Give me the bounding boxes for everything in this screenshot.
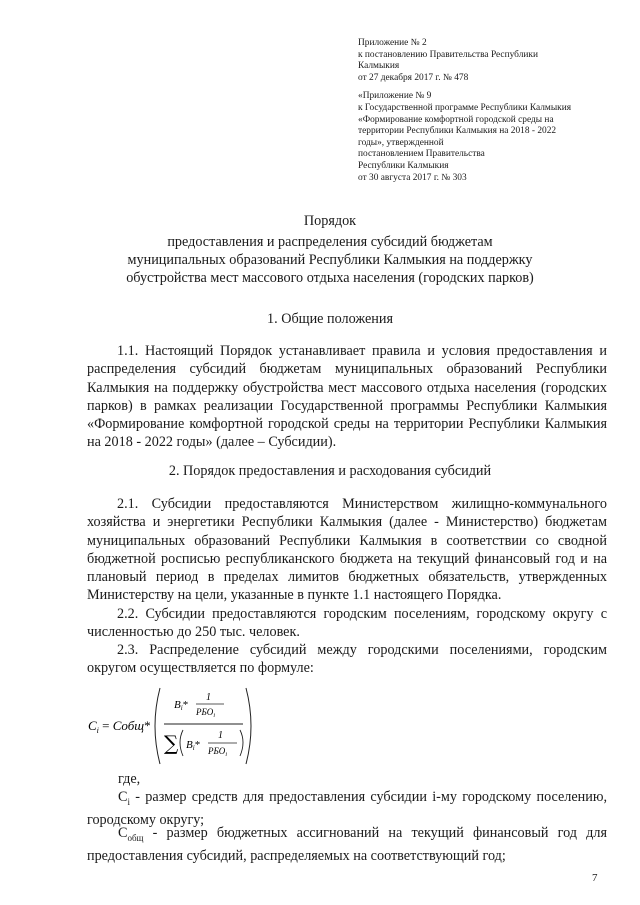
definition-ci: $C_i$ - размер средств для предоставления субсидии i-му городскому поселению, городскому округу;	[87, 789, 607, 829]
header-line: к постановлению Правительства Республики	[358, 49, 538, 60]
header-program-block	[358, 91, 608, 184]
sum-sign: ∑	[164, 731, 179, 755]
numerator-b: Bi*	[174, 699, 189, 712]
left-paren	[155, 688, 160, 764]
header-line: Приложение № 2	[358, 38, 427, 48]
header-line: постановлением Правительства	[358, 149, 485, 160]
paragraph-1-1: 1.1. Настоящий Порядок устанавливает правила и условия предоставления и распределения субсидий бюджетам муниципальных образований Республики Калмыкия на поддержку обустройства мест массового отдыха населения (городских парков) в рамках реализации Государственной программы Республики Калмыкия «Формирование комфортной городской среды на территории Республики Калмыкия на 2018 - 2022 годы» (далее – Субсидии).	[87, 343, 607, 451]
document-title	[60, 212, 600, 287]
title-line: предоставления и распределения субсидий бюджетам	[167, 234, 493, 250]
title-line: Порядок	[303, 213, 357, 229]
denominator-rbo: $РБО_i$	[208, 746, 227, 758]
page-number: 7	[592, 872, 598, 884]
header-line: годы», утвержденной	[358, 137, 444, 148]
section-2-heading: 2. Порядок предоставления и расходования субсидий	[168, 463, 492, 479]
header-line: от 27 декабря 2017 г. № 478	[358, 72, 469, 83]
header-line: «Формирование комфортной городской среды на	[358, 114, 554, 125]
numerator-one: 1	[206, 692, 211, 703]
header-line: к Государственной программе Республики Калмыкия	[358, 102, 572, 113]
header-line: Калмыкия	[358, 61, 400, 72]
header-line: территории Республики Калмыкия на 2018 - 2022	[358, 126, 557, 137]
definition-cobsh: $C_{общ}$ - размер бюджетных ассигнований на текущий финансовый год для предоставления субсидий, распределяемых на соответствующий год;	[87, 825, 607, 865]
denominator-one: 1	[218, 730, 223, 741]
right-paren	[246, 688, 251, 764]
header-attachment-block	[358, 38, 608, 84]
title-line: обустройства мест массового отдыха населения (городских парков)	[126, 270, 534, 286]
header-line: Республики Калмыкия	[358, 160, 449, 171]
denominator-b: Bi*	[186, 739, 201, 752]
paragraph-2-2: 2.2. Субсидии предоставляются городским поселениям, городскому округу с численностью до 250 тыс. человек.	[87, 606, 607, 641]
distribution-formula	[88, 686, 288, 766]
where-label: где,	[118, 771, 141, 787]
header-line: от 30 августа 2017 г. № 303	[358, 172, 467, 183]
formula-lhs: $C_i$ = Cобщ*	[88, 718, 151, 735]
title-line: муниципальных образований Республики Калмыкия на поддержку	[127, 252, 533, 268]
numerator-rbo: $РБО_i$	[196, 707, 215, 719]
document-header	[358, 38, 608, 184]
header-line: «Приложение № 9	[358, 91, 432, 102]
paragraph-2-1: 2.1. Субсидии предоставляются Министерством жилищно-коммунального хозяйства и энергетики Республики Калмыкия (далее - Министерство) бюджетам муниципальных образований Республики Калмыкия в соответствии со сводной бюджетной росписью республиканского бюджета на текущий финансовый год и на плановый период в пределах лимитов бюджетных обязательств, утвержденных Министерству на цели, указанные в пункте 1.1 настоящего Порядка.	[87, 496, 607, 604]
paragraph-2-3: 2.3. Распределение субсидий между городскими поселениями, городским округом осуществляется по формуле:	[87, 642, 607, 677]
section-1-heading: 1. Общие положения	[267, 311, 393, 327]
